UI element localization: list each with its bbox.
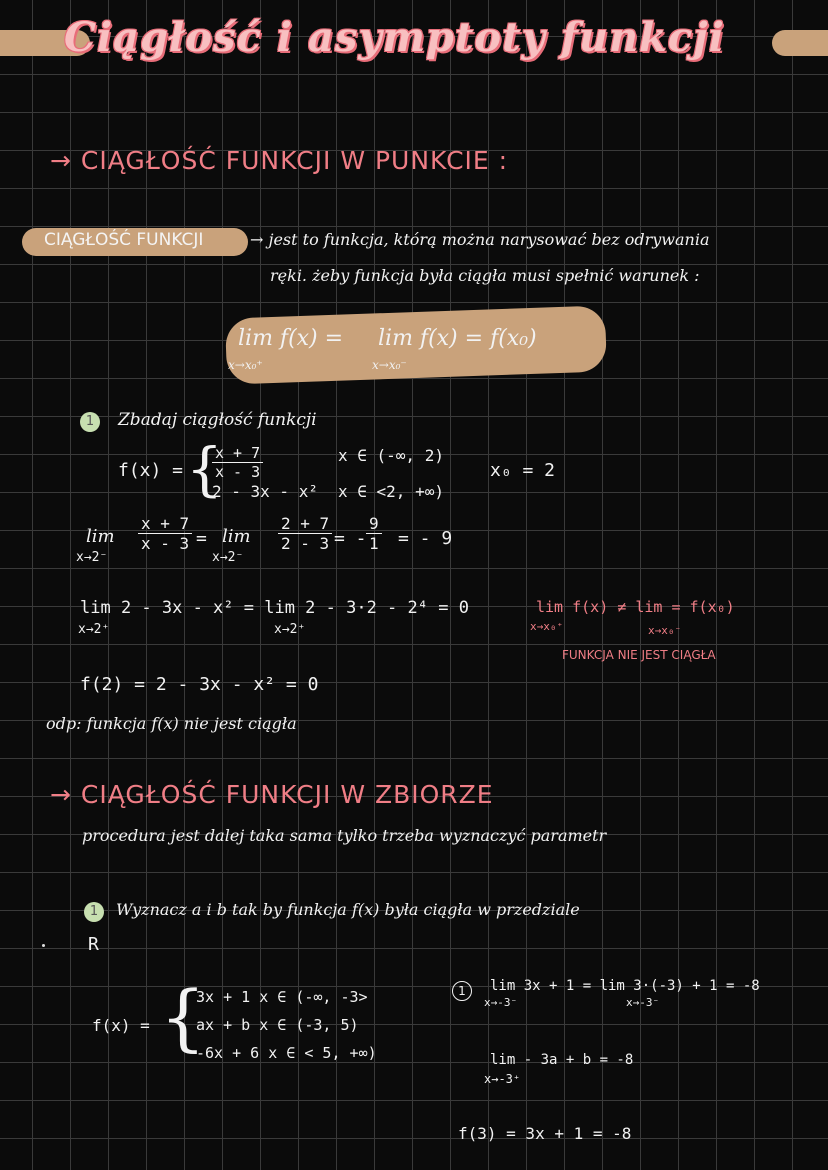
step-3: f(3) = 3x + 1 = -8 [458,1124,632,1143]
title-highlight-right [772,30,828,56]
left-limit-word: lim [86,526,115,547]
left-limit-fraction-2: $\frac{2 + 7}{2 - 3}$ [278,514,332,553]
condition-left: lim f(x) = [238,326,344,351]
left-limit-fraction-1: $\frac{x + 7}{x - 3}$ [138,514,192,553]
left-limit-result: = - 9 [398,528,453,549]
brace-2: { [160,975,206,1059]
right-limit-sub-1: x→2⁺ [78,622,110,637]
case-1-fraction: $\frac{x + 7}{x - 3}$ [212,444,263,481]
right-limit-expression: lim 2 - 3x - x² = lim 2 - 3·2 - 2⁴ = 0 [80,598,469,618]
definition-line-1: → jest to funkcja, którą można narysować bez odrywania [250,230,710,249]
piece-3: -6x + 6 x ∈ < 5, +∞) [196,1044,377,1062]
page-title: Ciągłość i asymptoty funkcji [64,14,725,61]
x0-value: x₀ = 2 [490,460,556,481]
function-label-2: f(x) = [92,1016,150,1035]
right-limit-sub-2: x→2⁺ [274,622,306,637]
left-limit-prefix-3: = - [334,528,367,549]
equals-sign: = [196,528,207,549]
left-limit-sub-2: x→2⁻ [212,550,244,565]
step-1: lim 3x + 1 = lim 3·(-3) + 1 = -8 [490,978,760,994]
example-2-badge: 1 [84,900,104,922]
definition-line-2: ręki. żeby funkcja była ciągła musi spełnić warunek : [270,266,700,285]
section-heading-set: → CIĄGŁOŚĆ FUNKCJI W ZBIORZE [50,780,494,809]
step-2: lim - 3a + b = -8 [490,1052,634,1068]
example-2-task: Wyznacz a i b tak by funkcja f(x) była ciągła w przedziale [116,900,580,919]
conclusion-expression: lim f(x) ≠ lim = f(x₀) [536,598,735,616]
conclusion-sub-1: x→x₀⁺ [530,620,564,633]
answer-1: odp: funkcja f(x) nie jest ciągła [46,714,297,733]
left-limit-sub: x→2⁻ [76,550,108,565]
section-heading-point: → CIĄGŁOŚĆ FUNKCJI W PUNKCIE : [50,146,509,175]
step-2-sub: x→-3⁺ [484,1072,521,1086]
piece-2: ax + b x ∈ (-3, 5) [196,1016,359,1034]
function-label-1: f(x) = [118,460,184,481]
step-badge: 1 [452,980,472,1001]
condition-right-sub: x→x₀⁻ [372,358,407,372]
step-1-sub-1: x→-3⁻ [484,996,518,1009]
example-1-badge: 1 [80,410,100,432]
case-1-domain: x ∈ (-∞, 2) [338,446,444,465]
case-2-domain: x ∈ <2, +∞) [338,482,444,501]
left-limit-fraction-3: $\frac{9}{1}$ [366,514,382,553]
brace-1: { [186,435,223,503]
condition-right: lim f(x) = f(x₀) [378,326,537,351]
condition-left-sub: x→x₀⁺ [228,358,263,372]
conclusion-sub-2: x→x₀⁻ [648,624,682,637]
step-1-sub-2: x→-3⁻ [626,996,660,1009]
section-2-description: procedura jest dalej taka sama tylko trzeba wyznaczyć parametr [82,826,607,845]
bullet-dot [42,944,45,947]
conclusion-text: FUNKCJA NIE JEST CIĄGŁA [562,648,716,662]
case-2-expression: 2 - 3x - x² [212,482,318,501]
f2-value: f(2) = 2 - 3x - x² = 0 [80,674,319,695]
piece-1: 3x + 1 x ∈ (-∞, -3> [196,988,368,1006]
left-limit-word-2: lim [222,526,251,547]
example-1-task: Zbadaj ciągłość funkcji [118,410,317,430]
definition-tag: CIĄGŁOŚĆ FUNKCJI [44,230,204,250]
example-2-task-set: R [88,934,99,955]
